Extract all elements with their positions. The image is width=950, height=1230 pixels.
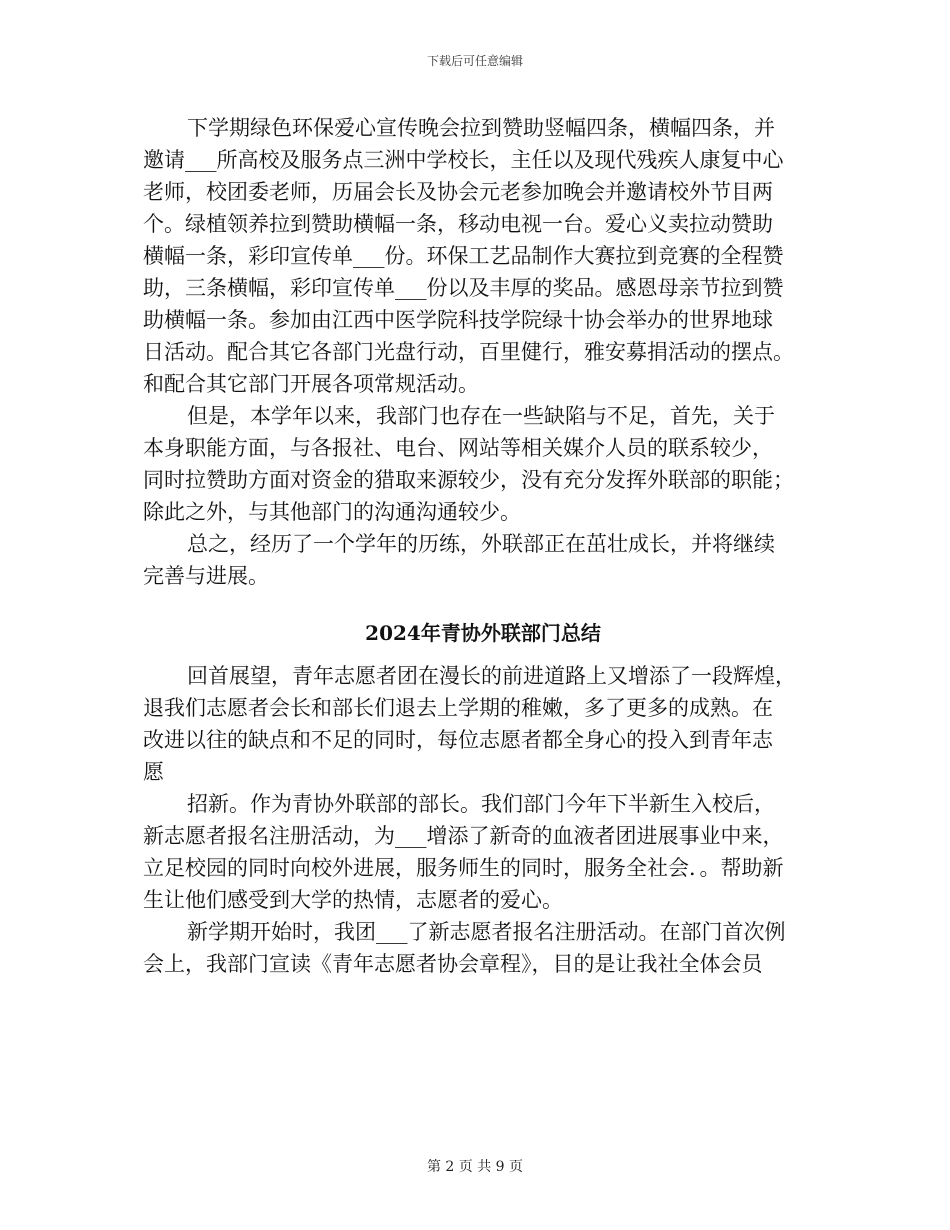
text-line: 会上，我部门宣读《青年志愿者协会章程》，目的是让我社全体会员: [143, 952, 763, 976]
paragraph: [143, 660, 823, 788]
text-line: 下学期绿色环保爱心宣传晚会拉到赞助竖幅四条，横幅四条，并: [187, 116, 775, 140]
section-one: [143, 112, 823, 592]
text-line: 助横幅一条。参加由江西中医学院科技学院绿十协会举办的世界地球: [143, 308, 773, 332]
text-line: 招新。作为青协外联部的部长。我们部门今年下半新生入校后，: [187, 792, 775, 816]
page-footer: 第 2 页 共 9 页: [426, 1159, 524, 1175]
text-line: 总之，经历了一个学年的历练，外联部正在茁壮成长，并将继续: [187, 532, 775, 556]
text-line: 本身职能方面，与各报社、电台、网站等相关媒介人员的联系较少，: [143, 436, 773, 460]
page-header: 下载后可任意编辑: [426, 54, 523, 68]
text-line: 助，三条横幅，彩印宣传单___份以及丰厚的奖品。感恩母亲节拉到赞: [143, 276, 784, 300]
text-line: 同时拉赞助方面对资金的猎取来源较少，没有充分发挥外联部的职能；: [143, 468, 794, 492]
text-line: 除此之外，与其他部门的沟通沟通较少。: [143, 500, 521, 524]
paragraph: [143, 400, 823, 528]
section-heading: 2024年青协外联部门总结: [365, 621, 601, 645]
paragraph: [143, 788, 823, 916]
text-line: 生让他们感受到大学的热情，志愿者的爱心。: [143, 888, 563, 912]
text-line: 邀请___所高校及服务点三洲中学校长，主任以及现代残疾人康复中心: [143, 148, 784, 172]
text-line: 完善与进展。: [143, 564, 269, 588]
text-line: 立足校园的同时向校外进展，服务师生的同时，服务全社会．。帮助新: [143, 856, 784, 880]
text-line: 退我们志愿者会长和部长们退去上学期的稚嫩，多了更多的成熟。在: [143, 696, 773, 720]
paragraph: [143, 528, 823, 592]
text-line: 愿: [143, 760, 164, 784]
text-line: 日活动。配合其它各部门光盘行动，百里健行，雅安募捐活动的摆点。: [143, 340, 794, 364]
text-line: 横幅一条，彩印宣传单___份。环保工艺品制作大赛拉到竞赛的全程赞: [143, 244, 784, 268]
text-line: 新学期开始时，我团___了新志愿者报名注册活动。在部门首次例: [187, 920, 786, 944]
text-line: 但是，本学年以来，我部门也存在一些缺陷与不足，首先，关于: [187, 404, 775, 428]
text-line: 回首展望，青年志愿者团在漫长的前进道路上又增添了一段辉煌，: [187, 664, 796, 688]
paragraph: [143, 112, 823, 400]
document-body: [143, 112, 823, 980]
text-line: 改进以往的缺点和不足的同时，每位志愿者都全身心的投入到青年志: [143, 728, 773, 752]
paragraph: [143, 916, 823, 980]
text-line: 个。绿植领养拉到赞助横幅一条，移动电视一台。爱心义卖拉动赞助: [143, 212, 773, 236]
text-line: 和配合其它部门开展各项常规活动。: [143, 372, 479, 396]
text-line: 新志愿者报名注册活动，为___增添了新奇的血液者团进展事业中来，: [143, 824, 784, 848]
section-two: [143, 660, 823, 980]
text-line: 老师，校团委老师，历届会长及协会元老参加晚会并邀请校外节目两: [143, 180, 773, 204]
